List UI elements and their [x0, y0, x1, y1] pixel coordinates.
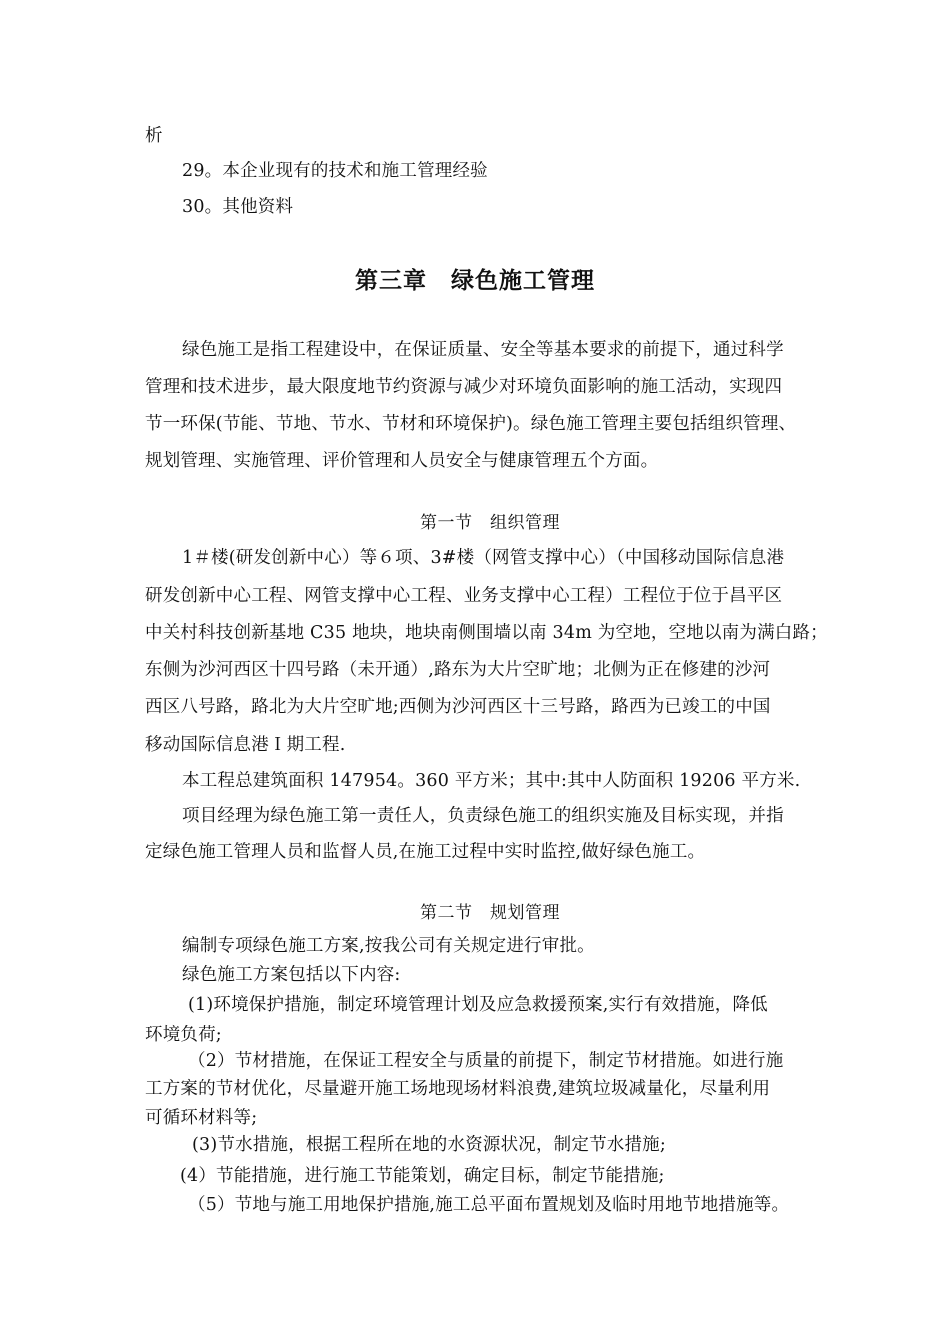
section1-para1-line: 移动国际信息港Ｉ期工程.: [145, 735, 346, 755]
section2-para1: 编制专项绿色施工方案,按我公司有关规定进行审批。: [182, 936, 595, 956]
section2-item1-line: 环境负荷;: [145, 1025, 222, 1045]
section2-item5: （5）节地与施工用地保护措施,施工总平面布置规划及临时用地节地措施等。: [188, 1195, 790, 1215]
section2-item3: (3)节水措施，根据工程所在地的水资源状况，制定节水措施;: [192, 1135, 666, 1155]
section1-para1-line: 中关村科技创新基地 C35 地块，地块南侧围墙以南 34m 为空地，空地以南为满白路；: [145, 623, 828, 643]
intro-line: 节一环保(节能、节地、节水、节材和环境保护)。绿色施工管理主要包括组织管理、: [145, 414, 797, 434]
section1-para1-line: 研发创新中心工程、网管支撑中心工程、业务支撑中心工程）工程位于位于昌平区: [145, 586, 783, 606]
intro-line: 绿色施工是指工程建设中，在保证质量、安全等基本要求的前提下，通过科学: [182, 340, 784, 360]
section1-para1-line: 1＃楼(研发创新中心）等６项、3#楼（网管支撑中心）（中国移动国际信息港: [182, 548, 785, 568]
section2-item4: (4）节能措施，进行施工节能策划，确定目标，制定节能措施;: [180, 1166, 665, 1186]
intro-line: 规划管理、实施管理、评价管理和人员安全与健康管理五个方面。: [145, 451, 659, 471]
intro-line: 管理和技术进步，最大限度地节约资源与减少对环境负面影响的施工活动，实现四: [145, 377, 783, 397]
section2-item2-line: 可循环材料等;: [145, 1108, 258, 1128]
section1-para3-line: 定绿色施工管理人员和监督人员,在施工过程中实时监控,做好绿色施工。: [145, 842, 706, 862]
list-item-29: 29。本企业现有的技术和施工管理经验: [182, 161, 488, 181]
section-title-planning: 第二节 规划管理: [420, 903, 560, 923]
section1-para1-line: 东侧为沙河西区十四号路（未开通）,路东为大片空旷地；北侧为正在修建的沙河: [145, 660, 771, 680]
list-item-30: 30。其他资料: [182, 197, 294, 217]
section2-item1-line: (1)环境保护措施，制定环境管理计划及应急救援预案,实行有效措施，降低: [188, 995, 768, 1015]
continued-text: 析: [145, 126, 163, 146]
section1-para3-line: 项目经理为绿色施工第一责任人，负责绿色施工的组织实施及目标实现，并指: [182, 806, 784, 826]
section2-item2-line: 工方案的节材优化，尽量避开施工场地现场材料浪费,建筑垃圾减量化，尽量利用: [145, 1079, 771, 1099]
section-title-organization: 第一节 组织管理: [420, 513, 560, 533]
section1-para2: 本工程总建筑面积 147954。360 平方米；其中:其中人防面积 19206 平方米.: [182, 771, 801, 791]
section1-para1-line: 西区八号路，路北为大片空旷地;西侧为沙河西区十三号路，路西为已竣工的中国: [145, 697, 771, 717]
chapter-title: 第三章 绿色施工管理: [355, 268, 595, 294]
section2-para2: 绿色施工方案包括以下内容:: [182, 965, 401, 985]
section2-item2-line: （2）节材措施，在保证工程安全与质量的前提下，制定节材措施。如进行施: [188, 1051, 784, 1071]
